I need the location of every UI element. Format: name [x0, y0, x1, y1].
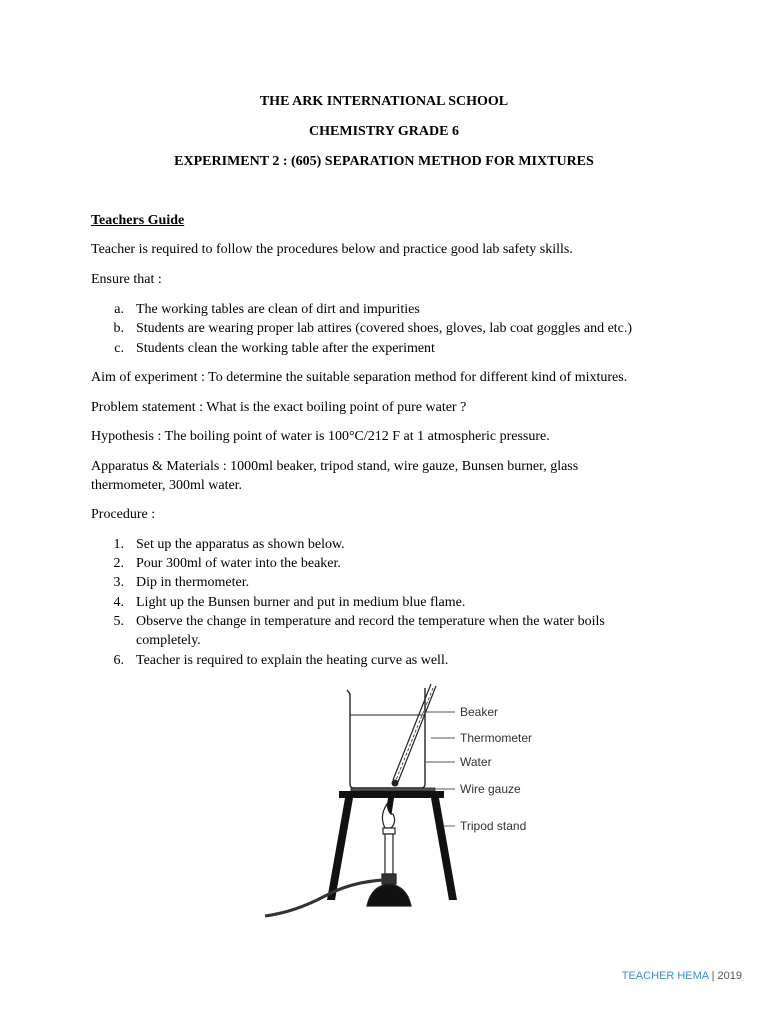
- list-item: Students clean the working table after the experiment: [136, 341, 435, 356]
- apparatus-diagram: [255, 680, 555, 920]
- problem-statement: Problem statement : What is the exact boiling point of pure water ?: [91, 400, 467, 415]
- list-item: The working tables are clean of dirt and impurities: [136, 302, 420, 317]
- step-marker: 2.: [113, 556, 124, 571]
- label-thermometer: Thermometer: [460, 731, 533, 745]
- footer-author: TEACHER HEMA: [621, 970, 709, 982]
- step-marker: 1.: [113, 537, 124, 552]
- subject-title: CHEMISTRY GRADE 6: [309, 124, 459, 139]
- guide-intro: Teacher is required to follow the procedures below and practice good lab safety skills.: [91, 242, 573, 257]
- bunsen-burner-shape: [367, 804, 411, 906]
- ensure-label: Ensure that :: [91, 272, 162, 287]
- footer-separator: |: [708, 970, 718, 982]
- wire-gauze-shape: [351, 788, 435, 791]
- list-marker: c.: [114, 341, 124, 356]
- list-item: Students are wearing proper lab attires (covered shoes, gloves, lab coat goggles and etc.): [136, 321, 633, 336]
- procedure-step: Dip in thermometer.: [136, 575, 250, 590]
- procedure-label: Procedure :: [91, 507, 156, 522]
- school-name: THE ARK INTERNATIONAL SCHOOL: [259, 94, 509, 109]
- beaker-shape: [347, 688, 425, 788]
- procedure-step-continued: completely.: [136, 633, 201, 648]
- list-marker: b.: [113, 321, 124, 336]
- label-wire-gauze: Wire gauze: [460, 782, 521, 796]
- label-beaker: Beaker: [460, 705, 499, 719]
- teachers-guide-heading: Teachers Guide: [91, 213, 185, 228]
- step-marker: 3.: [113, 575, 124, 590]
- step-marker: 4.: [113, 595, 124, 610]
- page-footer: [0, 970, 742, 982]
- label-water: Water: [460, 755, 492, 769]
- apparatus-line-1: Apparatus & Materials : 1000ml beaker, tripod stand, wire gauze, Bunsen burner, glass: [91, 459, 579, 474]
- procedure-step: Observe the change in temperature and record the temperature when the water boils: [136, 614, 605, 629]
- aim-text: Aim of experiment : To determine the suitable separation method for different kind of mixtures.: [91, 370, 628, 385]
- apparatus-line-2: thermometer, 300ml water.: [91, 478, 243, 493]
- procedure-step: Light up the Bunsen burner and put in medium blue flame.: [136, 595, 466, 610]
- procedure-step: Pour 300ml of water into the beaker.: [136, 556, 341, 571]
- procedure-step: Set up the apparatus as shown below.: [136, 537, 345, 552]
- procedure-step: Teacher is required to explain the heating curve as well.: [136, 653, 449, 668]
- step-marker: 6.: [113, 653, 124, 668]
- hypothesis-text: Hypothesis : The boiling point of water is 100°C/212 F at 1 atmospheric pressure.: [91, 429, 550, 444]
- gas-tube-shape: [265, 880, 383, 916]
- label-tripod-stand: Tripod stand: [460, 819, 527, 833]
- list-marker: a.: [114, 302, 124, 317]
- thermometer-shape: [392, 684, 436, 786]
- experiment-title: EXPERIMENT 2 : (605) SEPARATION METHOD FOR MIXTURES: [174, 154, 594, 169]
- step-marker: 5.: [113, 614, 124, 629]
- footer-year: 2019: [717, 970, 742, 982]
